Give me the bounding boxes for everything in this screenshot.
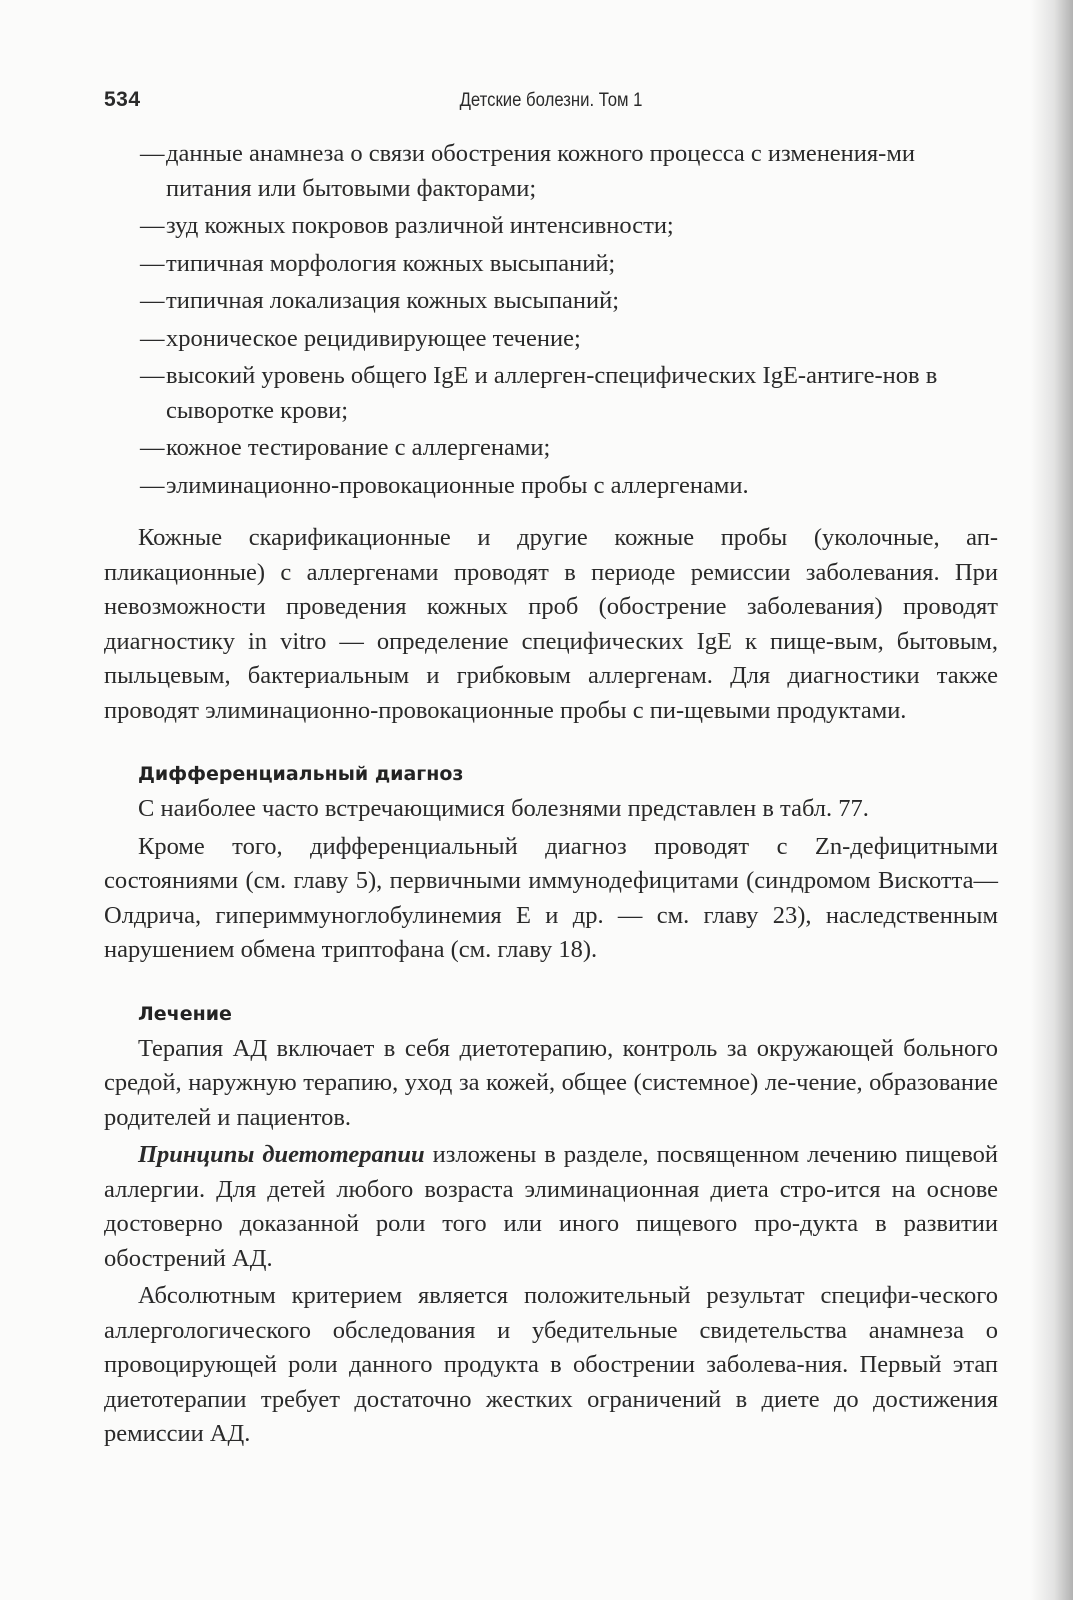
list-item-text: хроническое рецидивирующее течение; — [166, 324, 581, 352]
list-item — [104, 137, 998, 206]
list-dash: — — [140, 324, 165, 352]
diet-principles-paragraph — [104, 1138, 998, 1276]
treatment-paragraph-1: Терапия АД включает в себя диетотерапию, контроль за окружающей больного средой, наружную терапию, уход за кожей, общее (системное) ле-чение, образование родителей и пациентов. — [104, 1034, 998, 1131]
page-content — [104, 137, 998, 1452]
list-dash: — — [140, 140, 165, 167]
list-dash: — — [140, 362, 165, 389]
diagnostic-criteria-list — [104, 137, 998, 503]
treatment-heading: Лечение — [138, 1002, 232, 1025]
list-dash: — — [140, 249, 165, 277]
list-item-text: высокий уровень общего IgE и аллерген-специфических IgE-антиге-нов в сыворотке крови; — [166, 362, 938, 424]
list-item — [104, 209, 998, 244]
differential-paragraph-2: Кроме того, дифференциальный диагноз проводят с Zn-дефицитными состояниями (см. главу 5), первичными иммунодефицитами (синдромом Вискотта—Олдрича, гипериммуноглобулинемия Е и др. — см. главу 23), наследственным нарушением обмена триптофана (см. главу 18). — [104, 832, 998, 963]
page-edge-shadow — [1031, 0, 1073, 1600]
list-item — [104, 431, 998, 466]
skin-tests-paragraph: Кожные скарификационные и другие кожные пробы (уколочные, ап-пликационные) с аллергенами проводят в периоде ремиссии заболевания. При невозможности проведения кожных проб (обострение заболевания) проводят диагностику in vitro — определение специфических IgE к пище-вым, бытовым, пыльцевым, бактериальным и грибковым аллергенам. Для диагностики также проводят элиминационно-провокационные пробы с пи-щевыми продуктами. — [104, 524, 998, 724]
differential-paragraph-1: С наиболее часто встречающимися болезнями представлен в табл. 77. — [138, 795, 869, 822]
list-item-text: данные анамнеза о связи обострения кожного процесса с изменения-ми питания или бытовыми факторами; — [166, 140, 915, 202]
running-title: Детские болезни. Том 1 — [459, 90, 643, 111]
list-item — [104, 322, 998, 357]
list-dash: — — [140, 434, 165, 461]
list-dash: — — [140, 287, 165, 314]
diet-principles-text: изложены в разделе, посвященном лечению пищевой аллергии. Для детей любого возраста элиминационная диета стро-ится на основе достоверно доказанной роли того или иного пищевого про-дукта в развитии обострений АД. — [104, 1141, 998, 1272]
list-item — [104, 247, 998, 282]
list-dash: — — [140, 212, 165, 239]
diet-principles-term: Принципы диетотерапии — [138, 1141, 425, 1168]
list-dash: — — [140, 471, 165, 499]
list-item-text: кожное тестирование с аллергенами; — [166, 434, 551, 461]
list-item — [104, 469, 998, 504]
list-item-text: элиминационно-провокационные пробы с аллергенами. — [166, 471, 749, 499]
page-number: 534 — [104, 88, 141, 111]
list-item-text: типичная локализация кожных высыпаний; — [166, 287, 620, 314]
differential-diagnosis-heading: Дифференциальный диагноз — [138, 763, 464, 785]
treatment-paragraph-3: Абсолютным критерием является положительный результат специфи-ческого аллергологического обследования и убедительные свидетельства анамнеза о провоцирующей роли данного продукта в обострении заболева-ния. Первый этап диетотерапии требует достаточно жестких ограничений в диете до достижения ремиссии АД. — [104, 1282, 998, 1447]
list-item — [104, 284, 998, 319]
list-item-text: зуд кожных покровов различной интенсивности; — [166, 212, 674, 239]
page-header — [104, 88, 998, 118]
list-item-text: типичная морфология кожных высыпаний; — [166, 249, 616, 277]
list-item — [104, 359, 998, 428]
